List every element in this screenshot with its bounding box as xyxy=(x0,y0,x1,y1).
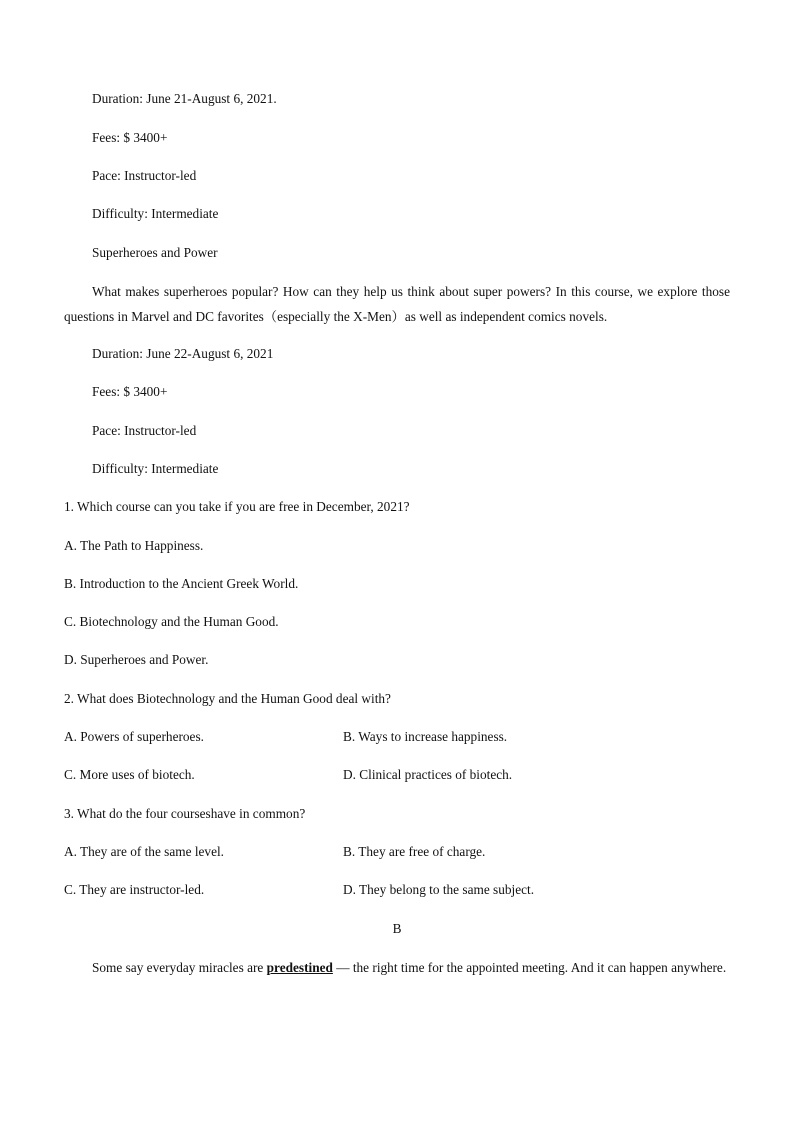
question-1-stem: 1. Which course can you take if you are free in December, 2021? xyxy=(64,499,410,514)
course3-difficulty: Difficulty: Intermediate xyxy=(92,206,219,221)
question-3-stem: 3. What do the four courseshave in common? xyxy=(64,806,306,821)
question-3-option-d: D. They belong to the same subject. xyxy=(343,882,535,897)
question-1-option-c: C. Biotechnology and the Human Good. xyxy=(64,614,279,629)
question-2-option-b: B. Ways to increase happiness. xyxy=(343,729,508,744)
course4-difficulty: Difficulty: Intermediate xyxy=(92,461,219,476)
course3-fees: Fees: $ 3400+ xyxy=(92,130,168,145)
section-b-paragraph xyxy=(64,955,730,980)
course4-duration: Duration: June 22-August 6, 2021 xyxy=(92,346,274,361)
question-2-stem: 2. What does Biotechnology and the Human Good deal with? xyxy=(64,691,391,706)
section-b-text-before: Some say everyday miracles are xyxy=(92,960,267,975)
course3-duration: Duration: June 21-August 6, 2021. xyxy=(92,91,277,106)
question-3-option-c: C. They are instructor-led. xyxy=(64,882,205,897)
section-b-text-after: — the right time for the appointed meeting. And it can happen anywhere. xyxy=(332,960,727,975)
course4-title: Superheroes and Power xyxy=(92,245,218,260)
question-1-option-b: B. Introduction to the Ancient Greek World. xyxy=(64,576,299,591)
section-b-heading: B xyxy=(392,921,402,936)
keyword-predestined: predestined xyxy=(266,960,333,975)
question-1-option-a: A. The Path to Happiness. xyxy=(64,538,204,553)
course4-pace: Pace: Instructor-led xyxy=(92,423,197,438)
course3-pace: Pace: Instructor-led xyxy=(92,168,197,183)
question-2-option-d: D. Clinical practices of biotech. xyxy=(343,767,513,782)
question-1-option-d: D. Superheroes and Power. xyxy=(64,652,209,667)
question-2-option-a: A. Powers of superheroes. xyxy=(64,729,204,744)
question-3-option-a: A. They are of the same level. xyxy=(64,844,224,859)
question-2-option-c: C. More uses of biotech. xyxy=(64,767,195,782)
course4-fees: Fees: $ 3400+ xyxy=(92,384,168,399)
question-3-option-b: B. They are free of charge. xyxy=(343,844,486,859)
course4-description: What makes superheroes popular? How can they help us think about super powers? In this course, we explore those questions in Marvel and DC favorites（especially the X-Men）as well as independent comics novels. xyxy=(64,284,730,324)
